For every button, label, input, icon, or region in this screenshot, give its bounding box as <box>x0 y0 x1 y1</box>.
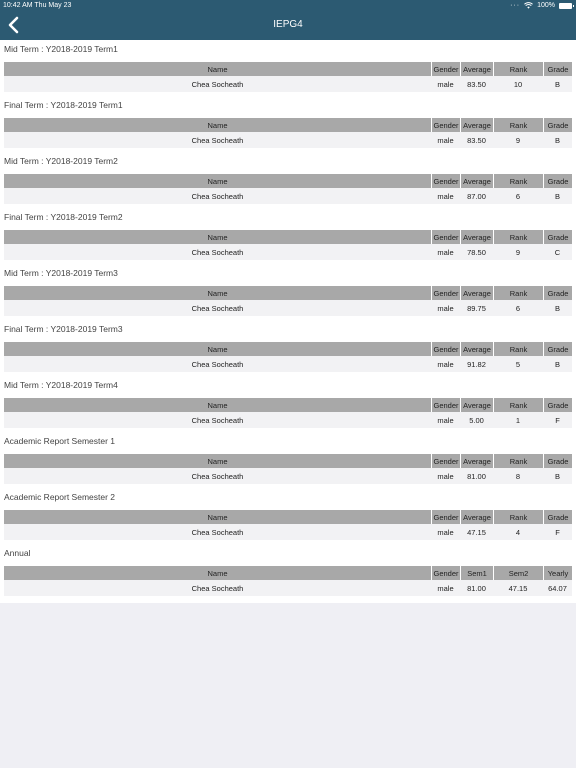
header-sem2: Sem2 <box>493 566 543 580</box>
section-title: Final Term : Y2018-2019 Term3 <box>4 324 123 334</box>
cell-gender: male <box>437 359 454 369</box>
cell-grade: B <box>554 471 560 481</box>
cell-name: Chea Socheath <box>191 191 244 201</box>
report-section <box>0 152 576 208</box>
table-row <box>4 412 572 428</box>
cell-gender: male <box>437 135 454 145</box>
cell-grade: B <box>554 79 560 89</box>
header-rank: Rank <box>493 510 543 524</box>
header-grade: Grade <box>543 286 572 300</box>
status-time: 10:42 AM Thu May 23 <box>3 2 72 9</box>
report-list[interactable] <box>0 40 576 603</box>
cell-grade: B <box>554 359 560 369</box>
annual-section <box>0 544 576 600</box>
report-section <box>0 264 576 320</box>
header-grade: Grade <box>543 510 572 524</box>
header-name: Name <box>207 232 228 242</box>
header-average: Average <box>460 342 493 356</box>
header-grade: Grade <box>543 398 572 412</box>
cell-average: 81.00 <box>467 471 486 481</box>
header-name: Name <box>207 400 228 410</box>
header-grade: Grade <box>543 118 572 132</box>
section-title: Mid Term : Y2018-2019 Term3 <box>4 268 118 278</box>
table-row <box>4 580 572 596</box>
result-table <box>4 174 572 204</box>
section-title: Academic Report Semester 2 <box>4 492 116 502</box>
header-rank: Rank <box>493 398 543 412</box>
cell-name: Chea Socheath <box>191 359 244 369</box>
header-gender: Gender <box>431 62 460 76</box>
table-header <box>4 566 572 580</box>
table-row <box>4 188 572 204</box>
header-rank: Rank <box>493 230 543 244</box>
cell-rank: 6 <box>515 303 521 313</box>
cell-sem1: 81.00 <box>467 583 486 593</box>
cell-rank: 9 <box>515 247 521 257</box>
table-header <box>4 342 572 356</box>
cell-sem2: 47.15 <box>508 583 528 593</box>
report-section <box>0 208 576 264</box>
cell-gender: male <box>437 527 454 537</box>
header-average: Average <box>460 510 493 524</box>
table-row <box>4 356 572 372</box>
report-section <box>0 376 576 432</box>
page-title: IEPG4 <box>273 19 303 30</box>
cell-gender: male <box>437 79 454 89</box>
header-grade: Grade <box>543 62 572 76</box>
table-row <box>4 300 572 316</box>
cell-name: Chea Socheath <box>191 415 244 425</box>
header-name: Name <box>207 120 228 130</box>
cell-gender: male <box>437 303 454 313</box>
cell-average: 83.50 <box>467 135 486 145</box>
cell-rank: 10 <box>513 79 523 89</box>
header-yearly: Yearly <box>543 566 572 580</box>
cell-rank: 4 <box>515 527 521 537</box>
cell-gender: male <box>437 583 454 593</box>
cell-name: Chea Socheath <box>191 303 244 313</box>
header-average: Average <box>460 398 493 412</box>
header-average: Average <box>460 118 493 132</box>
cell-grade: B <box>554 191 560 201</box>
cell-gender: male <box>437 471 454 481</box>
cell-name: Chea Socheath <box>191 583 244 593</box>
header-name: Name <box>207 288 228 298</box>
table-header <box>4 174 572 188</box>
cell-average: 47.15 <box>467 527 486 537</box>
cell-grade: F <box>555 527 560 537</box>
cell-rank: 9 <box>515 135 521 145</box>
cell-gender: male <box>437 415 454 425</box>
section-title: Mid Term : Y2018-2019 Term1 <box>4 44 118 54</box>
report-section <box>0 40 576 96</box>
header-name: Name <box>207 512 228 522</box>
table-header <box>4 398 572 412</box>
section-title: Final Term : Y2018-2019 Term1 <box>4 100 123 110</box>
cell-grade: B <box>554 135 560 145</box>
result-table <box>4 118 572 148</box>
wifi-icon <box>524 2 533 9</box>
result-table <box>4 62 572 92</box>
cell-grade: C <box>554 247 561 257</box>
table-header <box>4 230 572 244</box>
table-row <box>4 132 572 148</box>
table-row <box>4 468 572 484</box>
header-gender: Gender <box>431 454 460 468</box>
cell-average: 5.00 <box>469 415 484 425</box>
status-right <box>510 2 572 9</box>
header-rank: Rank <box>493 174 543 188</box>
header-gender: Gender <box>431 566 460 580</box>
status-bar <box>0 0 576 12</box>
table-row <box>4 524 572 540</box>
result-table <box>4 342 572 372</box>
cell-grade: F <box>555 415 560 425</box>
header-sem1: Sem1 <box>460 566 493 580</box>
nav-bar <box>0 12 576 40</box>
header-average: Average <box>460 174 493 188</box>
table-header <box>4 62 572 76</box>
header-rank: Rank <box>493 342 543 356</box>
result-table <box>4 286 572 316</box>
report-section <box>0 432 576 488</box>
section-title: Mid Term : Y2018-2019 Term2 <box>4 156 118 166</box>
result-table <box>4 398 572 428</box>
battery-icon <box>559 3 572 9</box>
table-row <box>4 76 572 92</box>
header-average: Average <box>460 286 493 300</box>
section-title: Annual <box>4 548 31 558</box>
table-header <box>4 286 572 300</box>
header-average: Average <box>460 230 493 244</box>
header-name: Name <box>207 456 228 466</box>
result-table <box>4 454 572 484</box>
cell-average: 87.00 <box>467 191 486 201</box>
cell-gender: male <box>437 247 454 257</box>
cell-name: Chea Socheath <box>191 79 244 89</box>
header-grade: Grade <box>543 342 572 356</box>
annual-table <box>4 566 572 596</box>
header-gender: Gender <box>431 342 460 356</box>
header-gender: Gender <box>431 510 460 524</box>
header-name: Name <box>207 344 228 354</box>
battery-percent: 100% <box>537 2 555 9</box>
cell-grade: B <box>554 303 560 313</box>
header-name: Name <box>207 64 228 74</box>
cell-rank: 6 <box>515 191 521 201</box>
section-title: Mid Term : Y2018-2019 Term4 <box>4 380 118 390</box>
header-name: Name <box>207 568 228 578</box>
cell-average: 89.75 <box>467 303 486 313</box>
header-gender: Gender <box>431 230 460 244</box>
report-section <box>0 320 576 376</box>
report-section <box>0 96 576 152</box>
section-title: Final Term : Y2018-2019 Term2 <box>4 212 123 222</box>
table-header <box>4 454 572 468</box>
header-grade: Grade <box>543 174 572 188</box>
cell-yearly: 64.07 <box>548 583 567 593</box>
header-gender: Gender <box>431 286 460 300</box>
header-rank: Rank <box>493 454 543 468</box>
header-average: Average <box>460 454 493 468</box>
table-header <box>4 510 572 524</box>
header-grade: Grade <box>543 230 572 244</box>
header-name: Name <box>207 176 228 186</box>
section-title: Academic Report Semester 1 <box>4 436 116 446</box>
result-table <box>4 510 572 540</box>
cell-name: Chea Socheath <box>191 471 244 481</box>
header-rank: Rank <box>493 286 543 300</box>
cell-average: 78.50 <box>467 247 486 257</box>
header-rank: Rank <box>493 62 543 76</box>
cell-rank: 1 <box>515 415 521 425</box>
header-gender: Gender <box>431 174 460 188</box>
header-gender: Gender <box>431 398 460 412</box>
table-header <box>4 118 572 132</box>
cell-name: Chea Socheath <box>191 527 244 537</box>
header-grade: Grade <box>543 454 572 468</box>
table-row <box>4 244 572 260</box>
cell-gender: male <box>437 191 454 201</box>
result-table <box>4 230 572 260</box>
cell-average: 91.82 <box>467 359 486 369</box>
header-rank: Rank <box>493 118 543 132</box>
cell-name: Chea Socheath <box>191 247 244 257</box>
cell-rank: 5 <box>515 359 521 369</box>
cell-average: 83.50 <box>467 79 486 89</box>
cell-name: Chea Socheath <box>191 135 244 145</box>
header-gender: Gender <box>431 118 460 132</box>
report-section <box>0 488 576 544</box>
more-dots-icon: ··· <box>510 2 521 9</box>
header-average: Average <box>460 62 493 76</box>
cell-rank: 8 <box>515 471 521 481</box>
